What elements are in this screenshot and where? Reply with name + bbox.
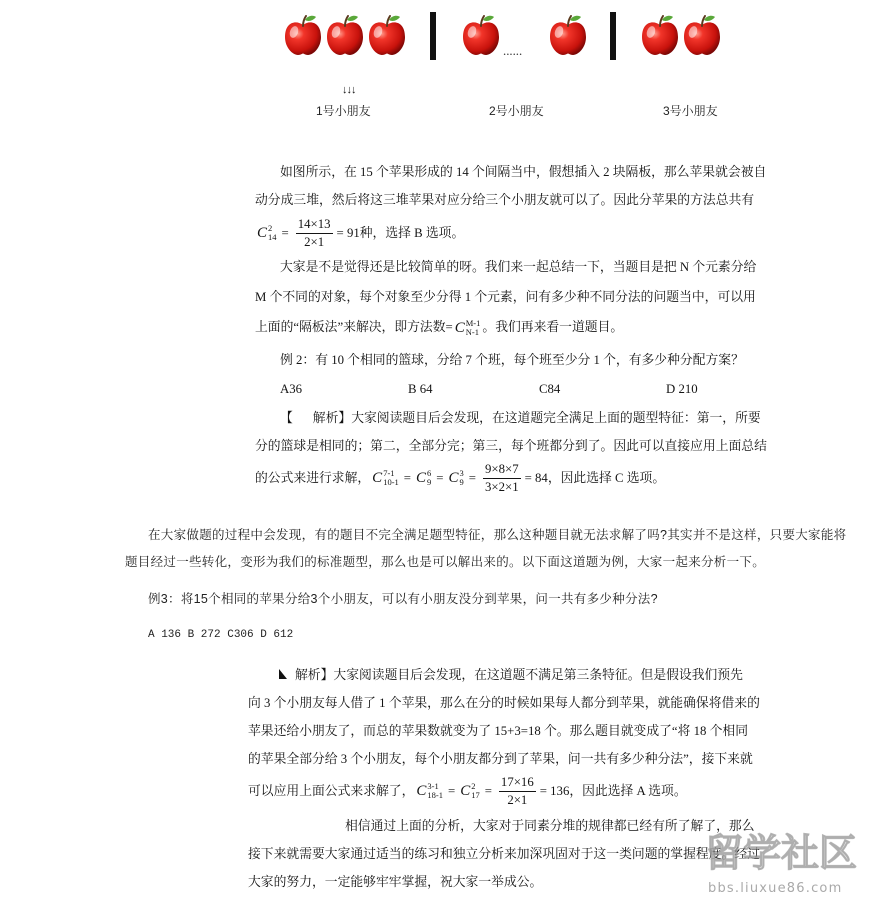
example3-question: 例3：将15个相同的苹果分给3个小朋友，可以有小朋友没分到苹果，问一共有多少种分法? xyxy=(148,592,658,606)
combination-sup: M-1 xyxy=(465,318,481,329)
combination-term xyxy=(460,782,480,800)
divider-bar xyxy=(610,12,616,60)
combination-symbol: C xyxy=(372,470,383,486)
example2-formula xyxy=(255,461,665,495)
apple-icon xyxy=(367,14,407,56)
combination-sup: 2 xyxy=(268,223,273,233)
equals-sign: = xyxy=(436,471,444,485)
conclusion-line-3: 大家的努力，一定能够牢牢掌握，祝大家一举成公。 xyxy=(248,875,543,889)
combination-symbol: C xyxy=(448,470,459,486)
summary-line-2: M 个不同的对象，每个对象至少分得 1 个元素，问有多少种不同分法的问题当中，可以用 xyxy=(255,290,756,304)
combination-sub: N-1 xyxy=(465,327,479,338)
kid-label-3: 3号小朋友 xyxy=(663,104,718,118)
example3-formula xyxy=(248,774,687,808)
equals-sign: = xyxy=(447,784,456,798)
fraction xyxy=(499,775,536,808)
apple-icon xyxy=(640,14,680,56)
combination-sup: 3 xyxy=(459,468,464,478)
formula-head: 可以应用上面公式来求解了， xyxy=(248,784,415,798)
example2-option-d: D 210 xyxy=(666,382,698,396)
transition-line-2: 题目经过一些转化，变形为我们的标准题型，那么也是可以解出来的。以下面这道题为例，大家一起来分析一下。 xyxy=(125,555,766,569)
triangle-marker-icon xyxy=(279,669,287,679)
combination-sup: 7-1 xyxy=(383,468,395,478)
combination-symbol: C xyxy=(460,783,471,799)
apple-icon xyxy=(283,14,323,56)
fraction-numerator: 17×16 xyxy=(499,775,536,792)
combination-sub: 17 xyxy=(471,790,480,800)
watermark-logo: 留学社区 xyxy=(705,831,858,875)
apple-icon xyxy=(461,14,501,56)
combination-term xyxy=(455,319,481,337)
combination-symbol: C xyxy=(257,225,268,241)
example2-option-b: B 64 xyxy=(408,382,433,396)
fraction-denominator: 2×1 xyxy=(304,234,325,249)
example2-option-c: C84 xyxy=(539,382,561,396)
example2-option-a: A36 xyxy=(280,382,303,396)
example3-analysis-line-2: 向 3 个小朋友每人借了 1 个苹果，那么在分的时候如果每人都分到苹果，就能确保将借来的 xyxy=(248,696,760,710)
combination-sup: 2 xyxy=(471,781,476,791)
summary-line-3-tail: 。我们再来看一道题目。 xyxy=(482,320,624,334)
equals-sign: = xyxy=(403,471,411,485)
combination-sub: 10-1 xyxy=(383,477,399,487)
example2-question: 例 2：有 10 个相同的篮球，分给 7 个班，每个班至少分 1 个，有多少种分配方案？ xyxy=(280,353,744,367)
formula-tail: = 91种，选择 B 选项。 xyxy=(336,226,465,240)
combination-term xyxy=(416,469,431,487)
fraction-denominator: 2×1 xyxy=(507,792,528,807)
fraction-denominator: 3×2×1 xyxy=(484,479,519,494)
apple-icon xyxy=(682,14,722,56)
example3-analysis-line-3: 苹果还给小朋友了，而总的苹果数就变为了 15+3=18 个。那么题目就变成了“将 18 个相同 xyxy=(248,724,748,738)
summary-line-3-head: 上面的“隔板法”来解决，即方法数= xyxy=(255,320,453,334)
example3-analysis-line-4: 的苹果全部分给 3 个小朋友，每个小朋友都分到了苹果，问一共有多少种分法”，接下来就 xyxy=(248,752,753,766)
apple-icon xyxy=(325,14,365,56)
fraction xyxy=(483,462,521,495)
combination-term xyxy=(257,224,277,242)
equals-sign: = xyxy=(468,471,476,485)
kid-label-2: 2号小朋友 xyxy=(489,104,544,118)
formula-tail: = 136，因此选择 A 选项。 xyxy=(539,784,687,798)
intro-line-1: 如图所示，在 15 个苹果形成的 14 个间隔当中，假想插入 2 块隔板，那么苹果就会被自 xyxy=(280,165,767,179)
combination-sup: 6 xyxy=(427,468,432,478)
equals-sign: = xyxy=(484,784,492,798)
combination-term xyxy=(416,782,443,800)
formula-tail: = 84，因此选择 C 选项。 xyxy=(524,471,666,485)
conclusion-line-1: 相信通过上面的分析，大家对于同素分堆的规律都已经有所了解了，那么 xyxy=(345,819,755,833)
divider-bar xyxy=(430,12,436,60)
transition-line-1: 在大家做题的过程中会发现，有的题目不完全满足题型特征，那么这种题目就无法求解了吗?其实并不是这样，只要大家能将 xyxy=(148,528,847,542)
fraction-numerator: 14×13 xyxy=(296,217,333,234)
conclusion-line-2: 接下来就需要大家通过适当的练习和独立分析来加深巩固对于这一类问题的掌握程度。经过 xyxy=(248,847,760,861)
intro-line-2: 动分成三堆，然后将这三堆苹果对应分给三个小朋友就可以了。因此分苹果的方法总共有 xyxy=(255,193,755,207)
watermark-url: bbs.liuxue86.com xyxy=(708,881,843,896)
combination-sup: 3-1 xyxy=(427,781,439,791)
summary-line-3 xyxy=(255,319,623,337)
combination-symbol: C xyxy=(416,783,427,799)
analysis-text: 解析】大家阅读题目后会发现，在这道题完全满足上面的题型特征：第一，所要 xyxy=(312,411,761,425)
example3-analysis-line-1: 解析】大家阅读题目后会发现，在这道题不满足第三条特征。但是假设我们预先 xyxy=(295,668,743,682)
kid-label-1: 1号小朋友 xyxy=(316,104,371,118)
fraction-numerator: 9×8×7 xyxy=(483,462,521,479)
summary-line-1: 大家是不是觉得还是比较简单的呀。我们来一起总结一下，当题目是把 N 个元素分给 xyxy=(280,260,757,274)
combination-term xyxy=(448,469,463,487)
apple-icon xyxy=(548,14,588,56)
analysis-bracket: 【 xyxy=(280,411,293,425)
fraction xyxy=(296,217,333,250)
intro-formula xyxy=(255,216,464,250)
example3-options: A 136 B 272 C306 D 612 xyxy=(148,629,294,641)
example2-analysis-line-2: 分的篮球是相同的；第二，全部分完；第三，每个班都分到了。因此可以直接应用上面总结 xyxy=(255,439,767,453)
combination-sub: 9 xyxy=(427,477,432,487)
combination-symbol: C xyxy=(416,470,427,486)
ellipsis-dots: ...... xyxy=(503,44,523,58)
example2-analysis-line-1 xyxy=(280,410,761,426)
combination-sub: 9 xyxy=(459,477,464,487)
equals-sign: = xyxy=(281,226,289,240)
formula-head: 的公式来进行求解， xyxy=(255,471,371,485)
down-arrows: ↓↓↓ xyxy=(342,84,356,96)
combination-sub: 18-1 xyxy=(427,790,443,800)
combination-symbol: C xyxy=(454,320,465,337)
combination-sub: 14 xyxy=(268,232,277,242)
combination-term xyxy=(372,469,399,487)
